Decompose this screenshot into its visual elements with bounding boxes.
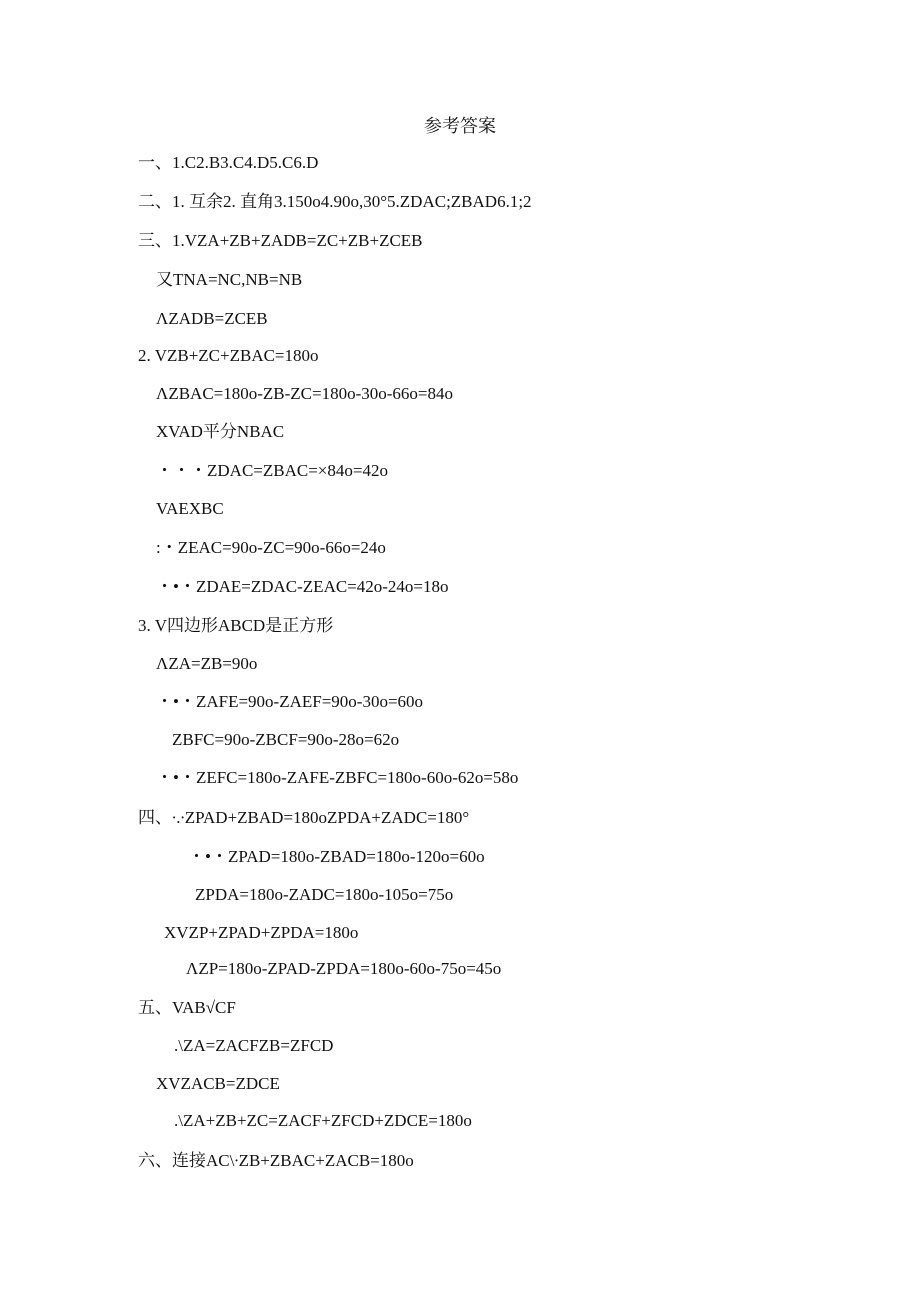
answer-line: 三、1.VZA+ZB+ZADB=ZC+ZB+ZCEB	[138, 231, 423, 250]
answer-line: 2. VZB+ZC+ZBAC=180o	[138, 346, 319, 365]
answer-line: ΛZADB=ZCEB	[156, 309, 268, 328]
answer-line: 二、1. 互余2. 直角3.150o4.90o,30°5.ZDAC;ZBAD6.1;2	[138, 192, 532, 211]
answer-line: .\ZA=ZACFZB=ZFCD	[174, 1036, 334, 1055]
answer-line: .\ZA+ZB+ZC=ZACF+ZFCD+ZDCE=180o	[174, 1111, 472, 1130]
answer-line: ・•・ZDAE=ZDAC-ZEAC=42o-24o=18o	[156, 577, 449, 596]
answer-line: ・・・ZDAC=ZBAC=×84o=42o	[156, 461, 388, 480]
answer-line: ・•・ZAFE=90o-ZAEF=90o-30o=60o	[156, 692, 424, 711]
answer-line: ΛZBAC=180o-ZB-ZC=180o-30o-66o=84o	[156, 384, 454, 403]
answer-line: ・•・ZEFC=180o-ZAFE-ZBFC=180o-60o-62o=58o	[156, 768, 519, 787]
answer-line: 六、连接AC\∙ZB+ZBAC+ZACB=180o	[138, 1151, 414, 1170]
answer-line: XVAD平分NBAC	[156, 422, 285, 441]
answer-line: VAEXBC	[156, 499, 224, 518]
answer-line: ΛZP=180o-ZPAD-ZPDA=180o-60o-75o=45o	[186, 959, 502, 978]
answer-line: 五、VAB√CF	[138, 998, 236, 1017]
answer-line: ZBFC=90o-ZBCF=90o-28o=62o	[172, 730, 400, 749]
answer-line: ZPDA=180o-ZADC=180o-105o=75o	[195, 885, 454, 904]
answer-line: 3. V四边形ABCD是正方形	[138, 616, 334, 635]
answer-line: 一、1.C2.B3.C4.D5.C6.D	[138, 153, 319, 172]
answer-line: XVZACB=ZDCE	[156, 1074, 280, 1093]
answer-line: ΛZA=ZB=90o	[156, 654, 258, 673]
page-title: 参考答案	[424, 116, 496, 136]
answer-line: 四、∙.∙ZPAD+ZBAD=180oZPDA+ZADC=180°	[138, 808, 470, 827]
answer-line: 又TNA=NC,NB=NB	[156, 270, 303, 289]
answer-line: XVZP+ZPAD+ZPDA=180o	[164, 923, 359, 942]
answer-line: :・ZEAC=90o-ZC=90o-66o=24o	[156, 538, 386, 557]
answer-line: ・•・ZPAD=180o-ZBAD=180o-120o=60o	[188, 847, 485, 866]
